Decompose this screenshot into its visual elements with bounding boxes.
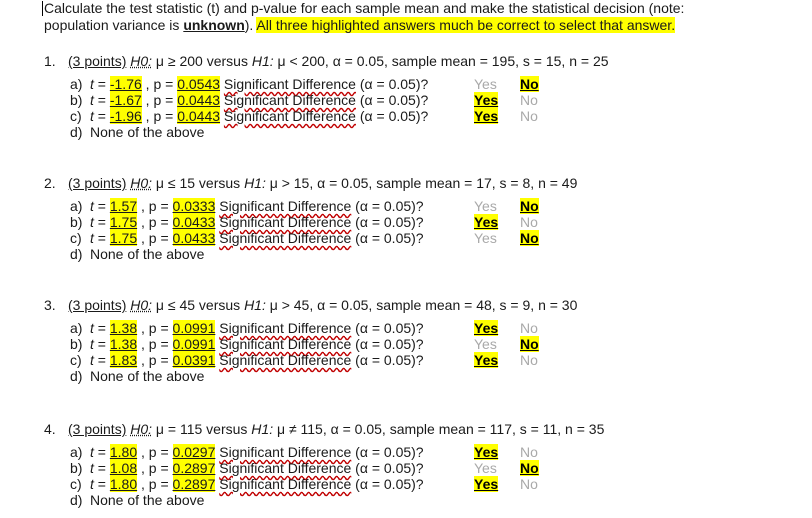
answer-option-none[interactable] [70, 124, 609, 140]
yes-choice[interactable]: Yes [474, 476, 499, 492]
alt-hypothesis-label: H1: [251, 53, 274, 69]
question-header [44, 421, 604, 438]
t-value: 1.80 [109, 444, 138, 460]
none-of-the-above: None of the above [90, 368, 205, 384]
no-choice[interactable]: No [520, 92, 538, 108]
t-value: 1.80 [109, 476, 138, 492]
t-symbol: t [90, 460, 94, 476]
t-value: 1.38 [109, 320, 138, 336]
alpha-label: (α = 0.05)? [355, 76, 429, 92]
t-symbol: t [90, 320, 94, 336]
answer-option[interactable]: a) t = 1.80 , p = 0.0297 Significant Difference (α = 0.05)? Yes No [70, 444, 538, 460]
instructions [44, 0, 804, 34]
option-letter: b) [70, 336, 83, 352]
no-choice[interactable]: No [520, 336, 539, 352]
option-letter: c) [70, 476, 82, 492]
alt-hypothesis-label: H1: [244, 175, 266, 191]
answer-option-none[interactable] [70, 492, 604, 508]
option-letter: d) [70, 492, 83, 508]
question-1 [44, 53, 609, 140]
alpha-label: (α = 0.05)? [351, 444, 424, 460]
question-2 [44, 175, 577, 262]
alpha-label: (α = 0.05)? [351, 214, 424, 230]
significant-difference-label: Significant Difference [219, 460, 352, 476]
null-hypothesis-label: H0: [130, 297, 153, 313]
p-value: 0.0443 [177, 92, 221, 108]
no-choice[interactable]: No [520, 444, 538, 460]
t-symbol: t [90, 352, 94, 368]
significant-difference-label: Significant Difference [219, 444, 352, 460]
answer-options [70, 320, 577, 384]
p-value: 0.0543 [177, 76, 221, 92]
p-value: 0.0433 [172, 230, 216, 246]
points-label: (3 points) [68, 53, 127, 69]
answer-option[interactable]: c) t = 1.80 , p = 0.2897 Significant Difference (α = 0.05)? Yes No [70, 476, 538, 492]
null-hypothesis-label: H0: [130, 53, 153, 69]
answer-options [70, 444, 604, 508]
significant-difference-label: Significant Difference [223, 76, 356, 92]
significant-difference-label: Significant Difference [219, 352, 352, 368]
question-header [44, 175, 577, 192]
answer-option[interactable]: a) t = 1.38 , p = 0.0991 Significant Difference (α = 0.05)? Yes No [70, 320, 538, 336]
t-value: 1.08 [109, 460, 138, 476]
none-of-the-above: None of the above [90, 492, 205, 508]
option-letter: b) [70, 92, 83, 108]
no-choice[interactable]: No [520, 476, 538, 492]
option-letter: c) [70, 108, 82, 124]
yes-choice[interactable]: Yes [474, 336, 497, 352]
yes-choice[interactable]: Yes [474, 320, 499, 336]
t-value: -1.96 [109, 108, 142, 124]
document [44, 0, 804, 508]
t-symbol: t [90, 198, 94, 214]
option-letter: b) [70, 214, 83, 230]
yes-choice[interactable]: Yes [474, 198, 497, 214]
question-header [44, 297, 577, 314]
null-hypothesis: μ ≤ 15 versus [152, 175, 245, 191]
option-letter: a) [70, 198, 83, 214]
yes-choice[interactable]: Yes [474, 108, 499, 124]
t-value: 1.38 [109, 336, 138, 352]
option-letter: d) [70, 124, 83, 140]
option-letter: b) [70, 460, 83, 476]
significant-difference-label: Significant Difference [219, 336, 352, 352]
answer-option[interactable]: a) t = 1.57 , p = 0.0333 Significant Difference (α = 0.05)? Yes No [70, 198, 539, 214]
answer-option[interactable]: b) t = -1.67 , p = 0.0443 Significant Difference (α = 0.05)? Yes No [70, 92, 538, 108]
alt-hypothesis: μ > 15, α = 0.05, sample mean = 17, s = 8, n = 49 [265, 175, 578, 191]
points-label: (3 points) [68, 421, 127, 437]
significant-difference-label: Significant Difference [223, 108, 356, 124]
instructions-text: population variance is [44, 17, 184, 33]
null-hypothesis: μ ≤ 45 versus [152, 297, 245, 313]
no-choice[interactable]: No [520, 352, 538, 368]
significant-difference-label: Significant Difference [219, 476, 352, 492]
answer-option[interactable]: c) t = 1.75 , p = 0.0433 Significant Difference (α = 0.05)? Yes No [70, 230, 539, 246]
significant-difference-label: Significant Difference [219, 320, 352, 336]
yes-choice[interactable]: Yes [474, 76, 497, 92]
question-number: 2. [44, 175, 56, 191]
t-value: -1.67 [109, 92, 142, 108]
p-value: 0.2897 [172, 460, 216, 476]
alt-hypothesis-label: H1: [251, 421, 274, 437]
t-symbol: t [90, 444, 94, 460]
option-letter: c) [70, 230, 82, 246]
answer-option[interactable]: c) t = 1.83 , p = 0.0391 Significant Difference (α = 0.05)? Yes No [70, 352, 538, 368]
p-value: 0.0391 [172, 352, 216, 368]
t-value: 1.57 [109, 198, 138, 214]
t-value: 1.75 [109, 230, 138, 246]
null-hypothesis: μ ≥ 200 versus [152, 53, 252, 69]
no-choice[interactable]: No [520, 214, 538, 230]
no-choice[interactable]: No [520, 230, 539, 246]
text-cursor [42, 1, 43, 16]
alpha-label: (α = 0.05)? [351, 320, 424, 336]
points-label: (3 points) [68, 175, 127, 191]
significant-difference-label: Significant Difference [219, 214, 352, 230]
yes-choice[interactable]: Yes [474, 352, 499, 368]
t-value: 1.75 [109, 214, 138, 230]
p-value: 0.0443 [177, 108, 221, 124]
answer-option-none[interactable] [70, 246, 577, 262]
yes-choice[interactable]: Yes [474, 214, 499, 230]
answer-option[interactable]: c) t = -1.96 , p = 0.0443 Significant Difference (α = 0.05)? Yes No [70, 108, 538, 124]
significant-difference-label: Significant Difference [219, 230, 352, 246]
no-choice[interactable]: No [520, 108, 538, 124]
instructions-line-2 [44, 17, 804, 34]
alpha-label: (α = 0.05)? [351, 230, 424, 246]
answer-options [70, 76, 609, 140]
none-of-the-above: None of the above [90, 124, 205, 140]
significant-difference-label: Significant Difference [219, 198, 352, 214]
t-symbol: t [90, 92, 94, 108]
answer-option[interactable]: b) t = 1.08 , p = 0.2897 Significant Difference (α = 0.05)? Yes No [70, 460, 539, 476]
p-value: 0.0297 [172, 444, 216, 460]
answer-option-none[interactable] [70, 368, 577, 384]
p-value: 0.0991 [172, 336, 216, 352]
p-value: 0.0433 [172, 214, 216, 230]
t-symbol: t [90, 476, 94, 492]
alpha-label: (α = 0.05)? [355, 108, 429, 124]
yes-choice[interactable]: Yes [474, 444, 499, 460]
instructions-text-end: ). [244, 17, 257, 33]
alpha-label: (α = 0.05)? [351, 336, 424, 352]
question-header [44, 53, 609, 70]
no-choice[interactable]: No [520, 198, 539, 214]
no-choice[interactable]: No [520, 460, 539, 476]
alpha-label: (α = 0.05)? [351, 460, 424, 476]
t-value: 1.83 [109, 352, 138, 368]
yes-choice[interactable]: Yes [474, 92, 499, 108]
option-letter: d) [70, 368, 83, 384]
yes-choice[interactable]: Yes [474, 460, 497, 476]
option-letter: c) [70, 352, 82, 368]
alpha-label: (α = 0.05)? [351, 198, 424, 214]
alt-hypothesis: μ < 200, α = 0.05, sample mean = 195, s = 15, n = 25 [273, 53, 609, 69]
alpha-label: (α = 0.05)? [355, 92, 429, 108]
instructions-line-1: Calculate the test statistic (t) and p-value for each sample mean and make the statistical decision (note: [44, 0, 685, 16]
t-symbol: t [90, 230, 94, 246]
null-hypothesis-label: H0: [130, 175, 153, 191]
t-value: -1.76 [109, 76, 142, 92]
null-hypothesis-label: H0: [130, 421, 153, 437]
question-3 [44, 297, 577, 384]
instructions-highlight: All three highlighted answers much be correct to select that answer. [256, 17, 676, 33]
option-letter: d) [70, 246, 83, 262]
question-number: 3. [44, 297, 56, 313]
t-symbol: t [90, 76, 94, 92]
answer-option[interactable]: b) t = 1.75 , p = 0.0433 Significant Difference (α = 0.05)? Yes No [70, 214, 538, 230]
t-symbol: t [90, 108, 94, 124]
alt-hypothesis-label: H1: [244, 297, 266, 313]
points-label: (3 points) [68, 297, 127, 313]
alt-hypothesis: μ > 45, α = 0.05, sample mean = 48, s = 9, n = 30 [265, 297, 578, 313]
significant-difference-label: Significant Difference [223, 92, 356, 108]
question-4 [44, 421, 604, 508]
t-symbol: t [90, 214, 94, 230]
answer-option[interactable]: b) t = 1.38 , p = 0.0991 Significant Difference (α = 0.05)? Yes No [70, 336, 539, 352]
no-choice[interactable]: No [520, 76, 539, 92]
p-value: 0.0333 [172, 198, 216, 214]
null-hypothesis: μ = 115 versus [152, 421, 252, 437]
answer-option[interactable]: a) t = -1.76 , p = 0.0543 Significant Difference (α = 0.05)? Yes No [70, 76, 539, 92]
p-value: 0.0991 [172, 320, 216, 336]
option-letter: a) [70, 320, 83, 336]
t-symbol: t [90, 336, 94, 352]
option-letter: a) [70, 444, 83, 460]
yes-choice[interactable]: Yes [474, 230, 497, 246]
no-choice[interactable]: No [520, 320, 538, 336]
alpha-label: (α = 0.05)? [351, 352, 424, 368]
option-letter: a) [70, 76, 83, 92]
unknown-emphasis: unknown [183, 17, 245, 33]
none-of-the-above: None of the above [90, 246, 205, 262]
alt-hypothesis: μ ≠ 115, α = 0.05, sample mean = 117, s = 11, n = 35 [273, 421, 605, 437]
alpha-label: (α = 0.05)? [351, 476, 424, 492]
question-number: 1. [44, 53, 56, 69]
question-number: 4. [44, 421, 56, 437]
answer-options [70, 198, 577, 262]
p-value: 0.2897 [172, 476, 216, 492]
